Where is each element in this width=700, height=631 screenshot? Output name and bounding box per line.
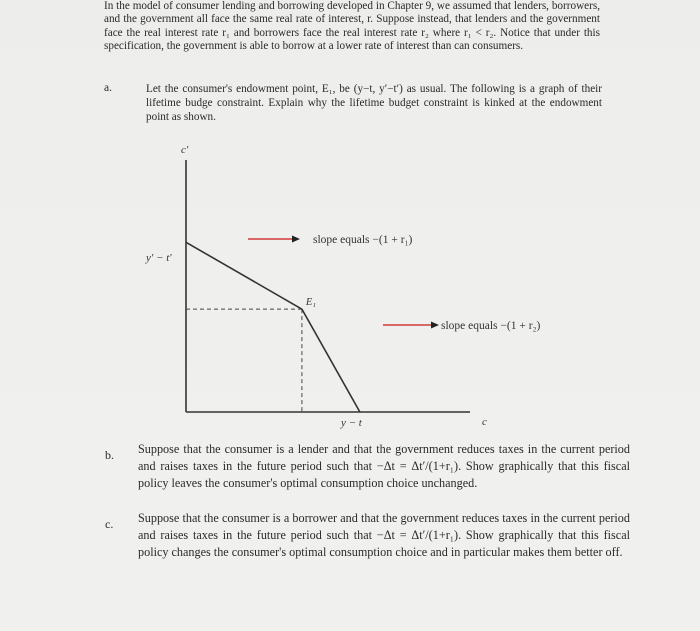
endowment-point-label: E₁ <box>305 297 316 309</box>
budget-line-lower-segment <box>302 309 360 412</box>
y-tick-label: y′ − t′ <box>146 252 172 264</box>
question-c-label: c. <box>105 517 114 531</box>
question-a-text: Let the consumer's endowment point, E₁, be (y−t, y′−t′) as usual. The following is a graph of their lifetime budge constraint. Explain why the lifetime budget constraint is kinked at the endowment point as shown. <box>146 83 602 123</box>
annotation-lower-slope: slope equals −(1 + r₂) <box>441 320 541 332</box>
arrow-upper-slope <box>248 236 300 243</box>
y-axis-label: c′ <box>181 144 189 156</box>
intro-paragraph: In the model of consumer lending and borrowing developed in Chapter 9, we assumed that lenders, borrowers, and the government all face the same real rate of interest, r. Suppose instead, that lenders and the government face the real interest rate r₁ and borrowers face the real interest rate r₂ where r₁ < r₂. Notice that under this specification, the government is able to borrow at a lower rate of interest than can consumers. <box>104 0 600 53</box>
question-a-label: a. <box>104 82 112 94</box>
budget-line-upper-segment <box>186 242 302 309</box>
question-b-label: b. <box>105 448 114 462</box>
arrow-lower-slope <box>383 322 439 329</box>
question-b-text: Suppose that the consumer is a lender and that the government reduces taxes in the current period and raises taxes in the future period such that −Δt = Δt′/(1+r₁). Show graphically that this fiscal policy leaves the consumer's optimal consumption choice unchanged. <box>138 442 630 490</box>
x-tick-label: y − t <box>341 417 362 429</box>
question-c-text: Suppose that the consumer is a borrower and that the government reduces taxes in the current period and raises taxes in the future period such that −Δt = Δt′/(1+r₁). Show graphically that this fiscal policy changes the consumer's optimal consumption choice and in particular makes them better off. <box>138 511 630 559</box>
annotation-upper-slope: slope equals −(1 + r₁) <box>313 234 413 246</box>
x-axis-label: c <box>482 416 487 428</box>
